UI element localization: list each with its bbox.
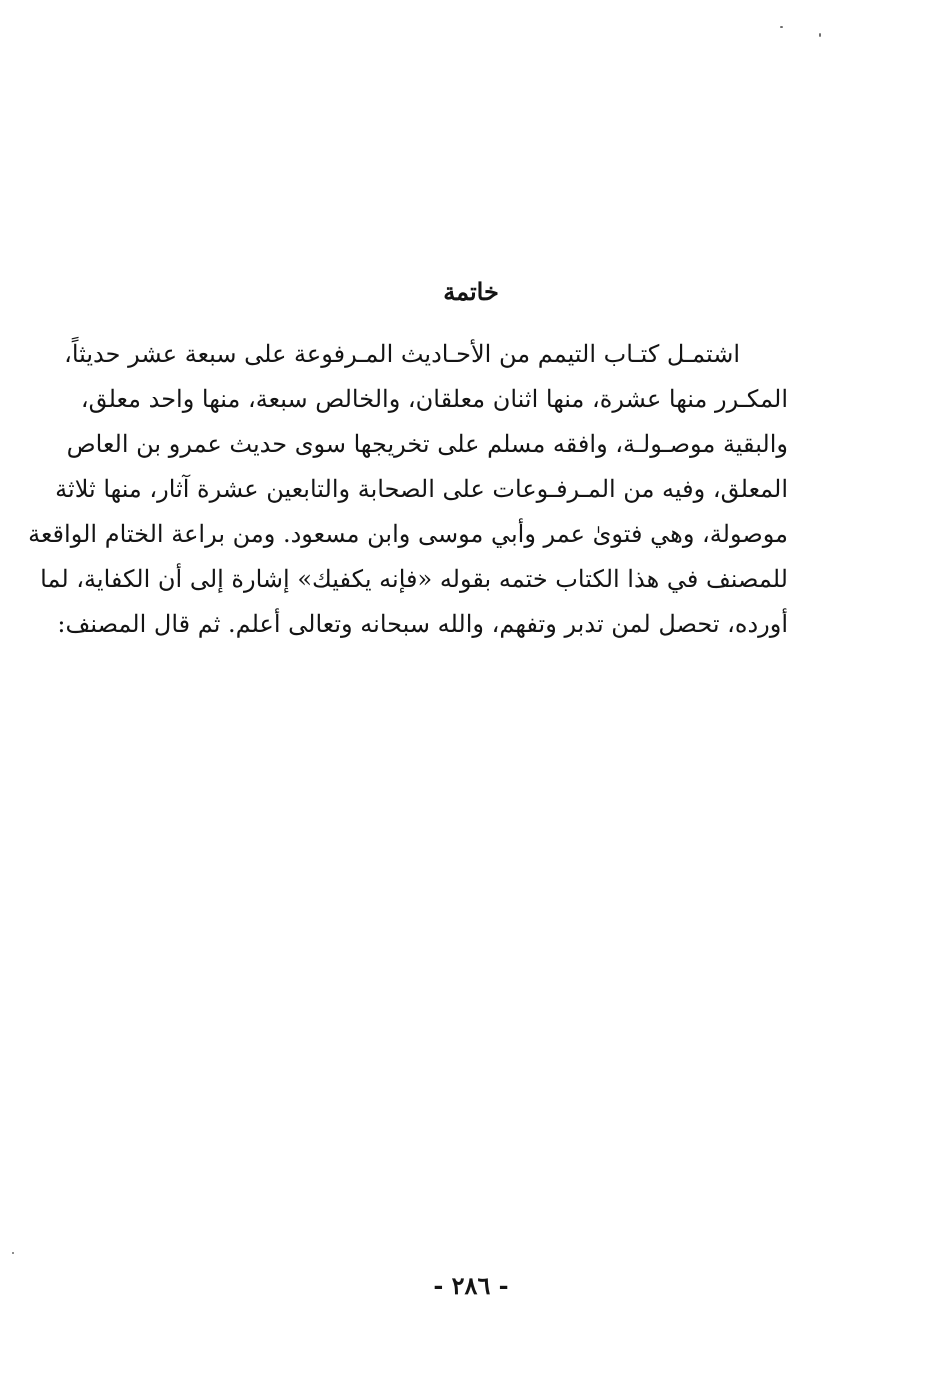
- paragraph-line: اشتمـل كتـاب التيمم من الأحـاديث المـرفوعة على سبعة عشر حديثاً،: [64, 340, 740, 368]
- paragraph-line: المكـرر منها عشرة، منها اثنان معلقان، والخالص سبعة، منها واحد معلق،: [80, 385, 788, 413]
- conclusion-paragraph: [28, 332, 788, 647]
- paragraph-line: أورده، تحصل لمن تدبر وتفهم، والله سبحانه وتعالى أعلم. ثم قال المصنف:: [57, 610, 788, 638]
- page-number: - ٢٨٦ -: [433, 1271, 509, 1300]
- scan-speck: [819, 33, 821, 37]
- scan-speck: [12, 1252, 14, 1254]
- scan-speck: [780, 26, 783, 28]
- paragraph-line: المعلق، وفيه من المـرفـوعات على الصحابة والتابعين عشرة آثار، منها ثلاثة: [55, 475, 788, 503]
- chapter-title: خاتمة: [443, 277, 499, 306]
- paragraph-line: للمصنف في هذا الكتاب ختمه بقوله «فإنه يكفيك» إشارة إلى أن الكفاية، لما: [40, 565, 788, 593]
- paragraph-line: والبقية موصـولـة، وافقه مسلم على تخريجها سوى حديث عمرو بن العاص: [66, 430, 788, 458]
- paragraph-line: موصولة، وهي فتوىٰ عمر وأبي موسى وابن مسعود. ومن براعة الختام الواقعة: [28, 520, 788, 548]
